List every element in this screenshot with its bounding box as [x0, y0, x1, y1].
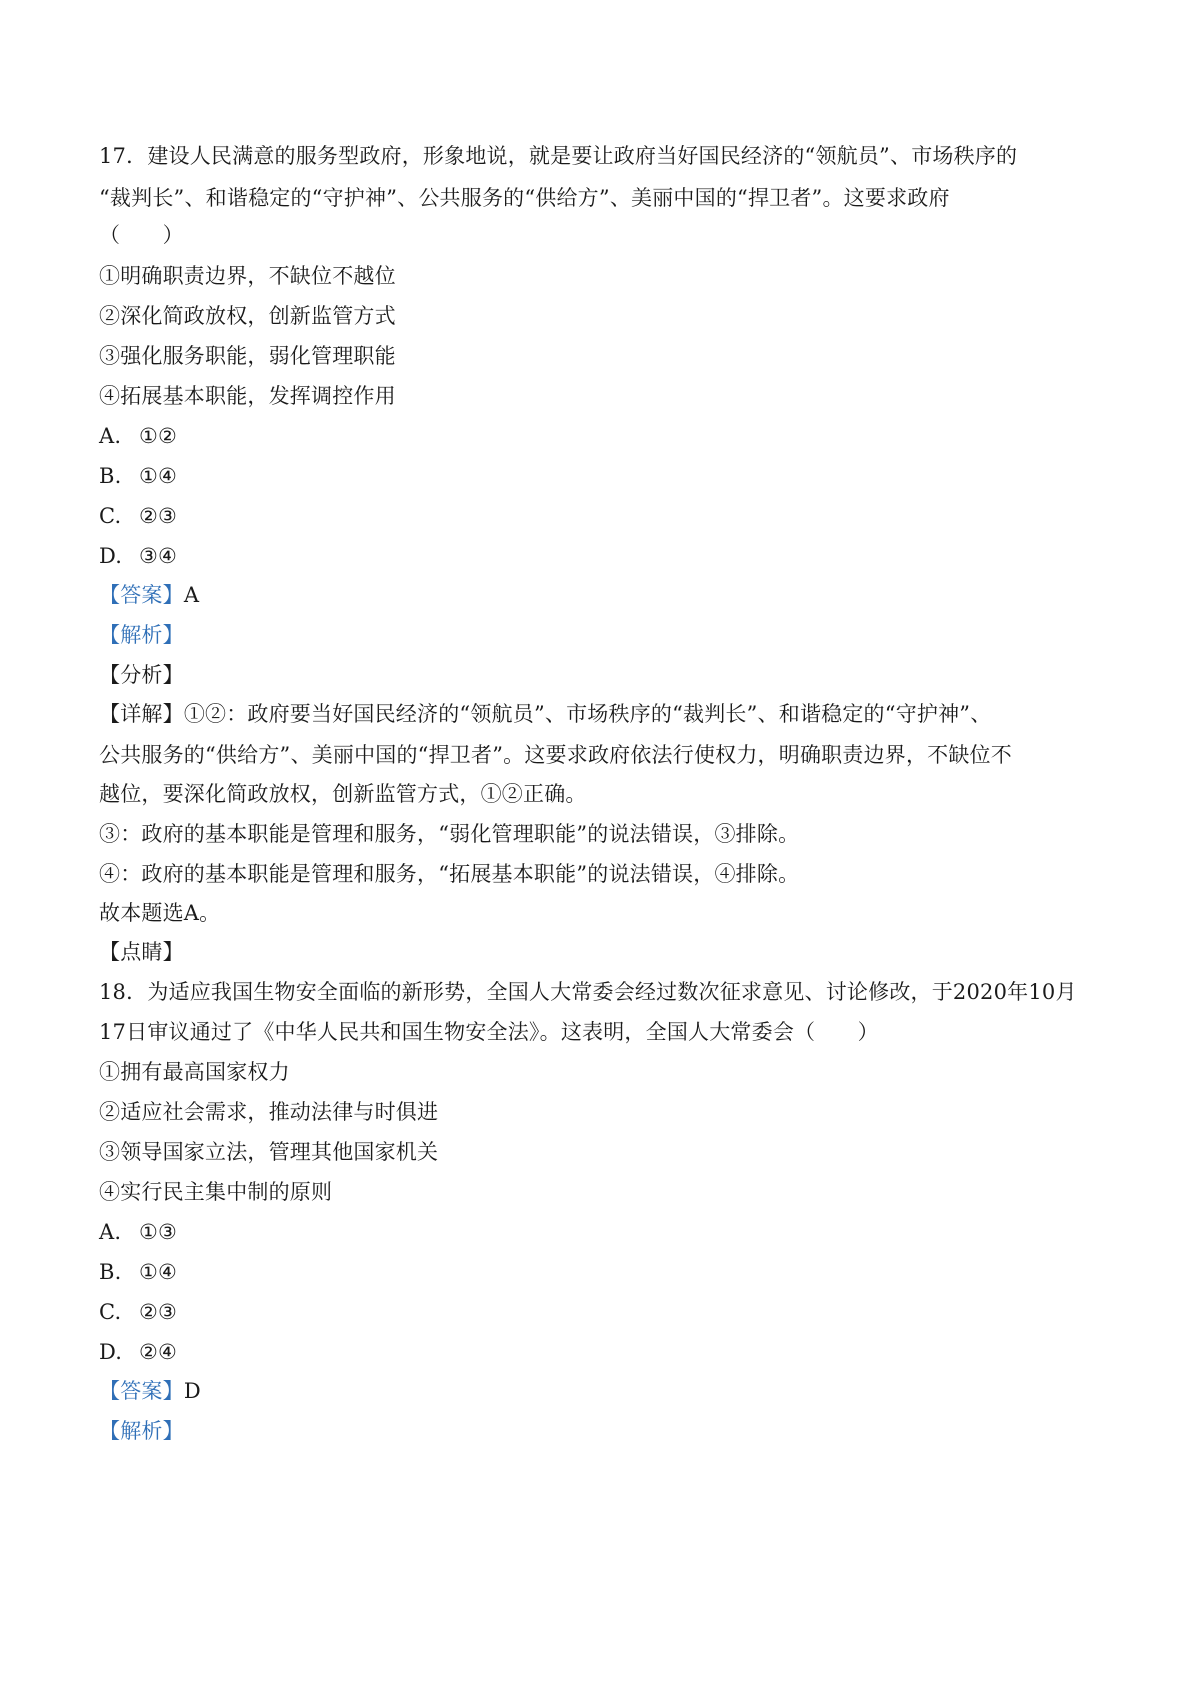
- q18-option-d: [99, 1338, 1109, 1366]
- q18-option-a: [99, 1218, 1109, 1246]
- option-letter: D.: [99, 1340, 123, 1364]
- q17-detail-line-1: [99, 700, 1109, 728]
- q17-conclusion: 故本题选A。: [99, 901, 221, 925]
- option-text: ①③: [139, 1220, 178, 1244]
- q18-item-2: ②适应社会需求，推动法律与时俱进: [99, 1100, 439, 1124]
- q17-stem-line-3: （ ）: [99, 223, 184, 247]
- answer-tag: 【答案】: [99, 1379, 184, 1403]
- option-text: ①②: [139, 424, 178, 448]
- q18-item-4: ④实行民主集中制的原则: [99, 1180, 333, 1204]
- q17-option-b: [99, 462, 1109, 490]
- q17-option-c: [99, 502, 1109, 530]
- q17-item-3: ③强化服务职能，弱化管理职能: [99, 344, 396, 368]
- q18-item-3: ③领导国家立法，管理其他国家机关: [99, 1140, 439, 1164]
- q17-dianjing-tag: 【点睛】: [99, 940, 184, 964]
- q18-stem-line-1: 18．为适应我国生物安全面临的新形势，全国人大常委会经过数次征求意见、讨论修改，于2020年10月: [99, 980, 1077, 1004]
- q17-option-a: [99, 422, 1109, 450]
- option-text: ②④: [139, 1340, 178, 1364]
- detail-text: ①②：政府要当好国民经济的“领航员”、市场秩序的“裁判长”、和谐稳定的“守护神”、: [183, 702, 992, 726]
- option-letter: A.: [99, 1220, 122, 1244]
- detail-tag: 【详解】: [99, 702, 184, 726]
- q17-stem-line-2: “裁判长”、和谐稳定的“守护神”、公共服务的“供给方”、美丽中国的“捍卫者”。这要求政府: [99, 186, 950, 210]
- q18-option-c: [99, 1298, 1109, 1326]
- option-text: ③④: [139, 544, 178, 568]
- q17-fenxi-tag: 【分析】: [99, 663, 184, 687]
- option-letter: C.: [99, 504, 122, 528]
- q18-answer: [99, 1377, 1109, 1405]
- q17-option-d: [99, 542, 1109, 570]
- q17-item-4: ④拓展基本职能，发挥调控作用: [99, 384, 396, 408]
- q17-detail-line-5: ④：政府的基本职能是管理和服务，“拓展基本职能”的说法错误，④排除。: [99, 862, 800, 886]
- q18-item-1: ①拥有最高国家权力: [99, 1060, 290, 1084]
- q17-answer: [99, 581, 1109, 609]
- answer-value: D: [183, 1379, 201, 1403]
- option-text: ①④: [139, 464, 178, 488]
- q17-detail-line-4: ③：政府的基本职能是管理和服务，“弱化管理职能”的说法错误，③排除。: [99, 822, 800, 846]
- q17-item-2: ②深化简政放权，创新监管方式: [99, 304, 396, 328]
- q18-option-b: [99, 1258, 1109, 1286]
- q17-detail-line-3: 越位，要深化简政放权，创新监管方式，①②正确。: [99, 782, 587, 806]
- answer-value: A: [183, 583, 200, 607]
- option-letter: A.: [99, 424, 122, 448]
- answer-tag: 【答案】: [99, 583, 184, 607]
- option-letter: D.: [99, 544, 123, 568]
- q17-analysis-tag: 【解析】: [99, 623, 184, 647]
- q17-detail-line-2: 公共服务的“供给方”、美丽中国的“捍卫者”。这要求政府依法行使权力，明确职责边界，不缺位不: [99, 743, 1012, 767]
- option-letter: B.: [99, 464, 122, 488]
- option-text: ①④: [139, 1260, 178, 1284]
- option-letter: C.: [99, 1300, 122, 1324]
- q17-item-1: ①明确职责边界，不缺位不越位: [99, 264, 396, 288]
- option-letter: B.: [99, 1260, 122, 1284]
- q18-analysis-tag: 【解析】: [99, 1419, 184, 1443]
- option-text: ②③: [139, 504, 178, 528]
- q17-stem-line-1: 17．建设人民满意的服务型政府，形象地说，就是要让政府当好国民经济的“领航员”、市场秩序的: [99, 144, 1018, 168]
- option-text: ②③: [139, 1300, 178, 1324]
- q18-stem-line-2: 17日审议通过了《中华人民共和国生物安全法》。这表明，全国人大常委会（ ）: [99, 1020, 879, 1044]
